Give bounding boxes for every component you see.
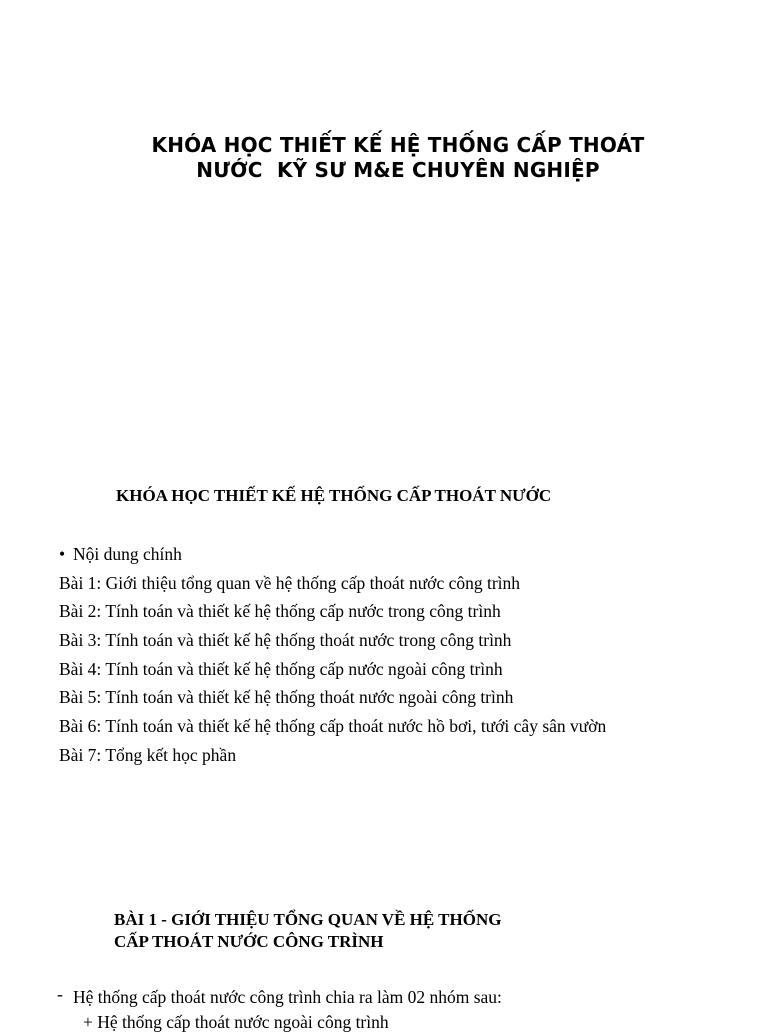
- course-title-line-1: KHÓA HỌC THIẾT KẾ HỆ THỐNG CẤP THOÁT: [151, 133, 645, 157]
- course-title: [60, 133, 736, 183]
- bullet-icon: •: [59, 544, 66, 564]
- lesson-1-intro: Hệ thống cấp thoát nước công trình chia ra làm 02 nhóm sau:: [73, 987, 502, 1007]
- lesson-item-7: Bài 7: Tổng kết học phần: [59, 744, 237, 765]
- lesson-item-5: Bài 5: Tính toán và thiết kế hệ thống thoát nước ngoài công trình: [59, 687, 514, 708]
- lesson-item-2: Bài 2: Tính toán và thiết kế hệ thống cấp nước trong công trình: [59, 601, 501, 622]
- lesson-1-heading-line-1: BÀI 1 - GIỚI THIỆU TỔNG QUAN VỀ HỆ THỐNG: [114, 910, 502, 929]
- outline-bullet-row: [59, 540, 606, 569]
- lesson-item-3: Bài 3: Tính toán và thiết kế hệ thống thoát nước trong công trình: [59, 630, 512, 651]
- lesson-1-sub-item: + Hệ thống cấp thoát nước ngoài công trình: [83, 1012, 389, 1032]
- dash-bullet-icon: -: [57, 984, 63, 1004]
- lesson-item-6: Bài 6: Tính toán và thiết kế hệ thống cấp thoát nước hồ bơi, tưới cây sân vườn: [59, 716, 607, 737]
- course-title-line-2: NƯỚC KỸ SƯ M&E CHUYÊN NGHIỆP: [196, 158, 600, 182]
- lesson-1-heading-line-2: CẤP THOÁT NƯỚC CÔNG TRÌNH: [114, 932, 384, 951]
- lesson-item-1: Bài 1: Giới thiệu tổng quan về hệ thống cấp thoát nước công trình: [59, 572, 521, 593]
- lesson-1-heading: [114, 909, 501, 953]
- outline-list: [59, 540, 606, 770]
- lesson-1-body: [57, 985, 502, 1035]
- lesson-1-intro-row: [57, 985, 502, 1010]
- lesson-item-4: Bài 4: Tính toán và thiết kế hệ thống cấp nước ngoài công trình: [59, 658, 503, 679]
- outline-bullet-label: Nội dung chính: [73, 544, 182, 564]
- outline-heading: KHÓA HỌC THIẾT KẾ HỆ THỐNG CẤP THOÁT NƯỚC: [116, 486, 552, 505]
